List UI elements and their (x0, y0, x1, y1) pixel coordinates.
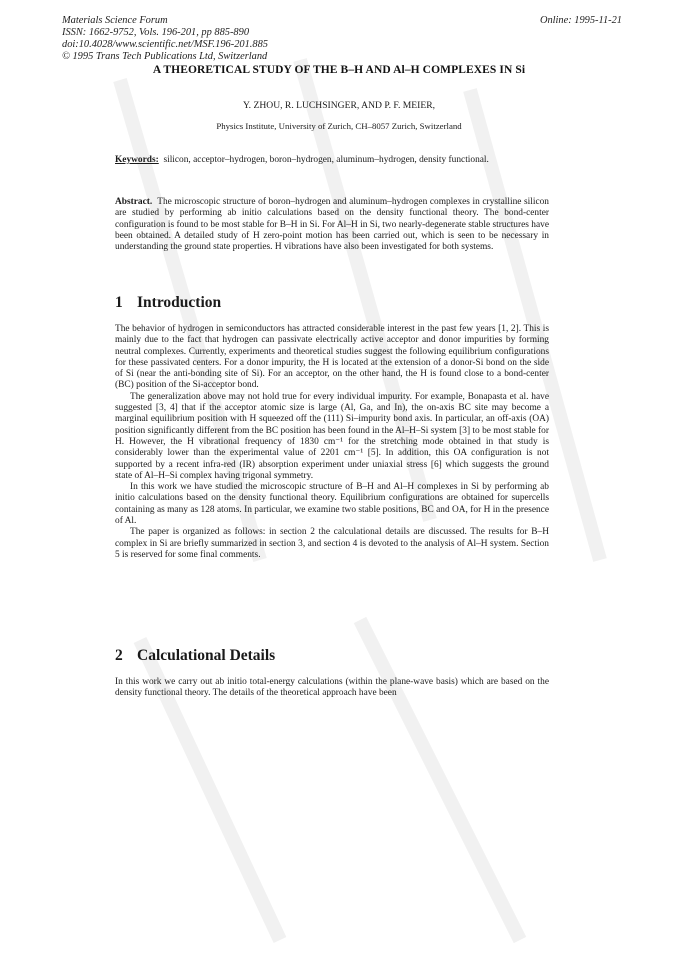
authors: Y. ZHOU, R. LUCHSINGER, AND P. F. MEIER, (242, 100, 435, 111)
paragraph: The generalization above may not hold true for every individual impurity. For example, Bonapasta et al. have suggested [3, 4] that if the acceptor atomic size is large (Al, Ga, and In), the on-axis BC site may become a marginal equilibrium position with H squeezed off the (111) Si–impurity bond axis. In particular, an off-axis (OA) position significantly different from the BC position has been found in the Al–H–Si system [3] to be most stable for H. However, the H vibrational frequency of 1830 cm⁻¹ for the stretching mode obtained in that study is considerably lower than the experimental value of 2201 cm⁻¹ [5]. In addition, this OA configuration is not supported by a recent infra-red (IR) absorption experiment under uniaxial stress [6] which suggests the ground state of Al–H–Si complex having trigonal symmetry. (115, 391, 549, 481)
paper-title: A THEORETICAL STUDY OF THE B–H AND Al–H COMPLEXES IN Si (152, 64, 526, 76)
abstract (115, 197, 549, 253)
section-heading-calculational-details (115, 647, 275, 665)
copyright-line: © 1995 Trans Tech Publications Ltd, Switzerland (62, 51, 268, 62)
introduction-body (115, 324, 549, 561)
publication-meta (62, 15, 268, 63)
section-title: Introduction (137, 294, 222, 311)
affiliation: Physics Institute, University of Zurich, CH–8057 Zurich, Switzerland (216, 121, 462, 131)
journal-name: Materials Science Forum (62, 15, 168, 26)
keywords (115, 155, 549, 166)
keywords-text: silicon, acceptor–hydrogen, boron–hydrogen, aluminum–hydrogen, density functional. (163, 155, 489, 165)
doi-line: doi:10.4028/www.scientific.net/MSF.196-201.885 (62, 39, 268, 50)
keywords-label: Keywords: (115, 155, 159, 165)
paragraph: In this work we carry out ab initio total-energy calculations (within the plane-wave basis) which are based on the density functional theory. The details of the theoretical approach have been (115, 677, 549, 699)
abstract-label: Abstract. (115, 197, 153, 207)
paragraph: The behavior of hydrogen in semiconductors has attracted considerable interest in the past few years [1, 2]. This is mainly due to the fact that hydrogen can passivate electrically active acceptor and donor impurities by forming neutral complexes. Currently, experiments and theoretical studies suggest the following equilibrium configurations for these passivated centers. For a donor impurity, the H is located at the extension of a donor-Si bond on the side of Si (near the anti-bonding site of Si). For an acceptor, on the other hand, the H is found close to a bond-center (BC) position of the Si-acceptor bond. (115, 324, 549, 391)
calculational-details-body (115, 677, 549, 700)
online-date: Online: 1995-11-21 (539, 15, 622, 26)
section-title: Calculational Details (137, 647, 276, 664)
paragraph: In this work we have studied the microscopic structure of B–H and Al–H complexes in Si by performing ab initio calculations based on the density functional theory. Equilibrium configurations are obtained for supercells containing as many as 128 atoms. In particular, we examine two stable positions, BC and OA, for H in the presence of Al. (115, 482, 549, 527)
section-number: 1 (115, 294, 123, 311)
section-number: 2 (115, 647, 123, 664)
issn-line: ISSN: 1662-9752, Vols. 196-201, pp 885-890 (62, 27, 250, 38)
abstract-text: The microscopic structure of boron–hydrogen and aluminum–hydrogen complexes in crystalline silicon are studied by performing ab initio calculations based on the density functional theory. The bond-center configuration is found to be most stable for B–H in Si. For Al–H in Si, two nearly-degenerate stable structures have been obtained. A detailed study of H zero-point motion has been carried out, which is seen to be necessary in understanding the ground state properties. H vibrations have also been investigated for both systems. (115, 197, 549, 253)
paragraph: The paper is organized as follows: in section 2 the calculational details are discussed. The results for B–H complex in Si are briefly summarized in section 3, and section 4 is devoted to the analysis of Al–H system. Section 5 is reserved for some final comments. (115, 527, 549, 560)
section-heading-introduction (115, 294, 221, 312)
